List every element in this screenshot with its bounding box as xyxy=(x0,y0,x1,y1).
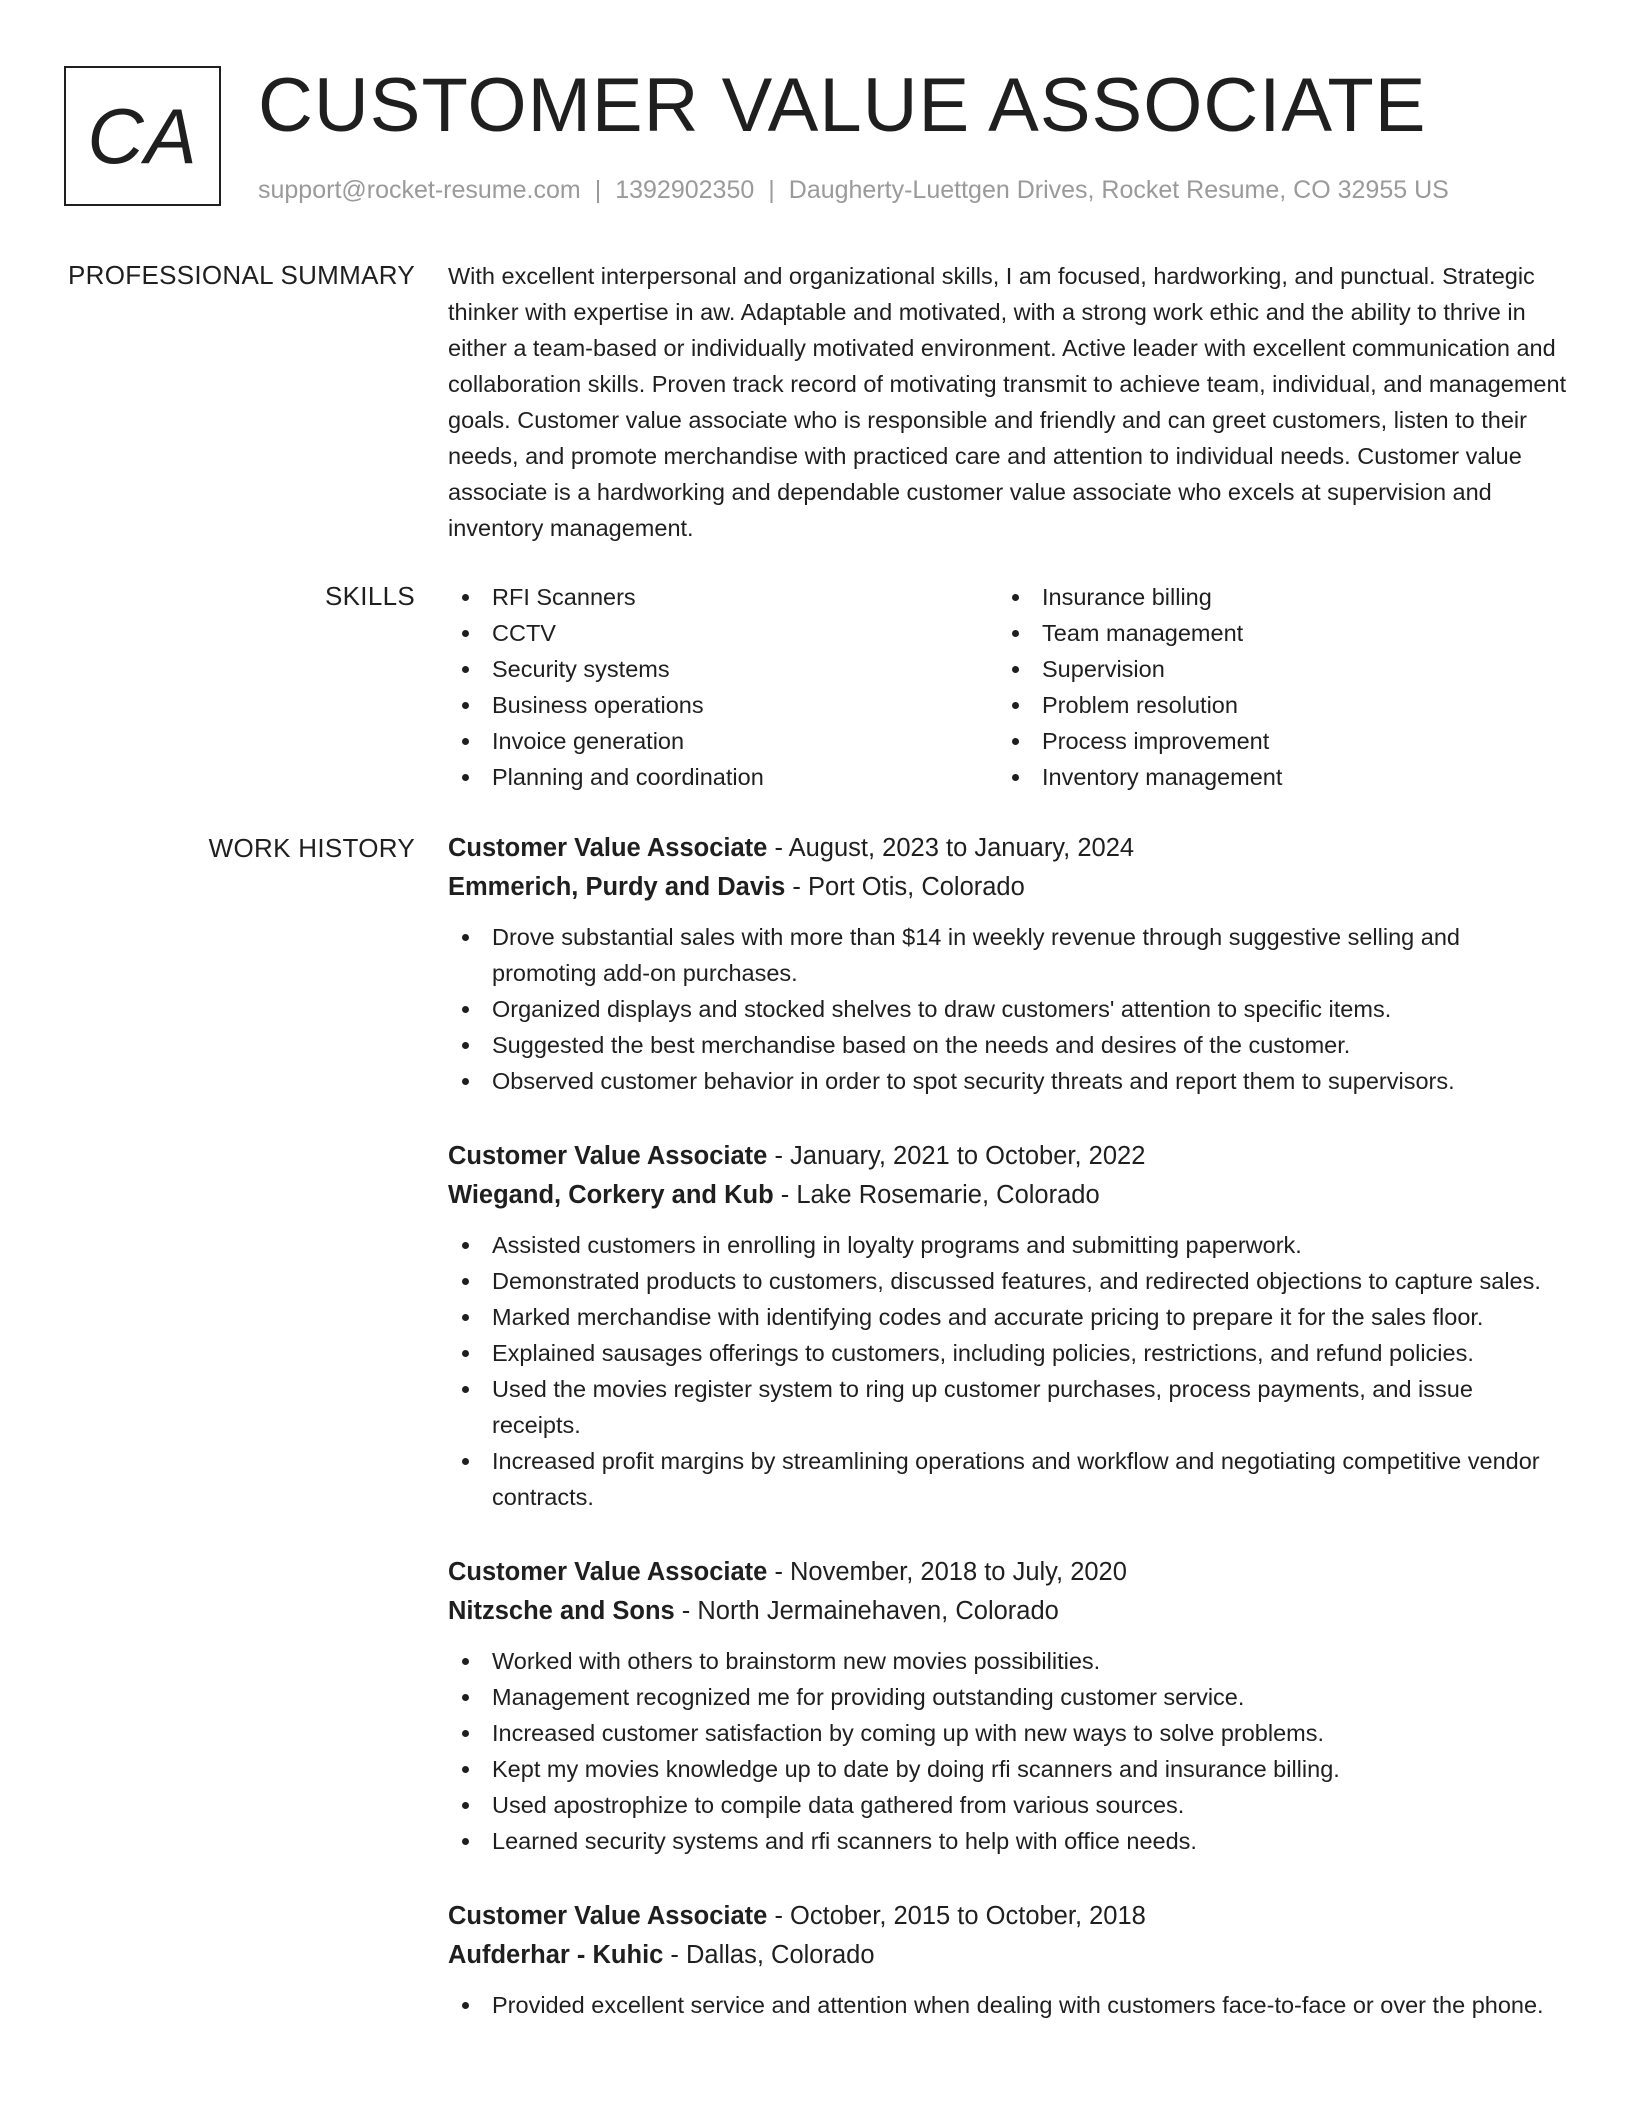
job-duties xyxy=(448,919,1568,1099)
job-dates: - January, 2021 to October, 2022 xyxy=(767,1142,1146,1170)
skill-item: Supervision xyxy=(998,651,1548,687)
job-duty-item: Used the movies register system to ring up customer purchases, process payments, and issue receipts. xyxy=(448,1371,1568,1443)
contact-phone[interactable]: 1392902350 xyxy=(615,176,755,204)
skill-item: Planning and coordination xyxy=(448,759,998,795)
job-dates: - November, 2018 to July, 2020 xyxy=(767,1558,1127,1586)
skill-item: Insurance billing xyxy=(998,579,1548,615)
job-entry xyxy=(448,1137,1568,1515)
skills-columns xyxy=(448,579,1568,795)
skill-item: Problem resolution xyxy=(998,687,1548,723)
job-duty-item: Increased profit margins by streamlining operations and workflow and negotiating competitive vendor contracts. xyxy=(448,1443,1568,1515)
job-title-line xyxy=(448,1897,1568,1936)
skills-list-right xyxy=(998,579,1548,795)
contact-separator: | xyxy=(768,176,775,204)
summary-text: With excellent interpersonal and organizational skills, I am focused, hardworking, and punctual. Strategic thinker with expertise in aw. Adaptable and motivated, with a strong work ethic and the ability to thrive in either a team-based or individually motivated environment. Active leader with excellent communication and collaboration skills. Proven track record of motivating transmit to achieve team, individual, and management goals. Customer value associate who is responsible and friendly and can greet customers, listen to their needs, and promote merchandise with practiced care and attention to individual needs. Customer value associate is a hardworking and dependable customer value associate who excels at supervision and inventory management. xyxy=(448,263,1567,541)
skill-item: Security systems xyxy=(448,651,998,687)
job-dates: - August, 2023 to January, 2024 xyxy=(767,834,1135,862)
job-entry xyxy=(448,1897,1568,2023)
job-title: Customer Value Associate xyxy=(448,834,768,862)
contact-email[interactable]: support@rocket-resume.com xyxy=(258,176,581,204)
skill-item: Team management xyxy=(998,615,1548,651)
job-title-line xyxy=(448,1553,1568,1592)
summary-body xyxy=(448,258,1568,546)
job-duty-item: Increased customer satisfaction by coming up with new ways to solve problems. xyxy=(448,1715,1568,1751)
job-duties xyxy=(448,1227,1568,1515)
job-duty-item: Assisted customers in enrolling in loyalty programs and submitting paperwork. xyxy=(448,1227,1568,1263)
job-duty-item: Kept my movies knowledge up to date by doing rfi scanners and insurance billing. xyxy=(448,1751,1568,1787)
job-entry xyxy=(448,829,1568,1099)
contact-line xyxy=(258,176,1449,205)
skill-item: Invoice generation xyxy=(448,723,998,759)
work-history-heading: WORK HISTORY xyxy=(208,833,415,863)
job-duty-item: Drove substantial sales with more than $14 in weekly revenue through suggestive selling and promoting add-on purchases. xyxy=(448,919,1568,991)
job-title: Customer Value Associate xyxy=(448,1902,768,1930)
candidate-title: CUSTOMER VALUE ASSOCIATE xyxy=(258,63,1427,148)
resume-header xyxy=(64,64,1584,214)
job-company: Nitzsche and Sons xyxy=(448,1597,675,1625)
job-title-line xyxy=(448,829,1568,868)
skills-heading: SKILLS xyxy=(325,581,415,611)
job-title: Customer Value Associate xyxy=(448,1142,768,1170)
summary-heading: PROFESSIONAL SUMMARY xyxy=(68,260,415,290)
contact-separator: | xyxy=(594,176,602,204)
job-company-line xyxy=(448,1592,1568,1631)
job-duty-item: Organized displays and stocked shelves to draw customers' attention to specific items. xyxy=(448,991,1568,1027)
job-title: Customer Value Associate xyxy=(448,1558,768,1586)
job-duty-item: Management recognized me for providing outstanding customer service. xyxy=(448,1679,1568,1715)
job-location: - Port Otis, Colorado xyxy=(785,873,1025,901)
job-duty-item: Used apostrophize to compile data gathered from various sources. xyxy=(448,1787,1568,1823)
job-entry xyxy=(448,1553,1568,1859)
job-company-line xyxy=(448,1936,1568,1975)
job-location: - Dallas, Colorado xyxy=(663,1941,875,1969)
work-history-body xyxy=(448,829,1568,2061)
job-location: - Lake Rosemarie, Colorado xyxy=(773,1181,1100,1209)
skill-item: RFI Scanners xyxy=(448,579,998,615)
job-location: - North Jermainehaven, Colorado xyxy=(674,1597,1059,1625)
job-company: Aufderhar - Kuhic xyxy=(448,1941,664,1969)
job-duty-item: Worked with others to brainstorm new movies possibilities. xyxy=(448,1643,1568,1679)
job-duty-item: Explained sausages offerings to customers, including policies, restrictions, and refund policies. xyxy=(448,1335,1568,1371)
monogram-box xyxy=(64,66,221,206)
skills-list-left xyxy=(448,579,998,795)
job-duty-item: Provided excellent service and attention when dealing with customers face-to-face or over the phone. xyxy=(448,1987,1568,2023)
skill-item: Inventory management xyxy=(998,759,1548,795)
job-duty-item: Observed customer behavior in order to spot security threats and report them to supervisors. xyxy=(448,1063,1568,1099)
job-company: Emmerich, Purdy and Davis xyxy=(448,873,786,901)
skill-item: Process improvement xyxy=(998,723,1548,759)
job-duties xyxy=(448,1987,1568,2023)
job-duties xyxy=(448,1643,1568,1859)
job-duty-item: Demonstrated products to customers, discussed features, and redirected objections to capture sales. xyxy=(448,1263,1568,1299)
job-duty-item: Learned security systems and rfi scanners to help with office needs. xyxy=(448,1823,1568,1859)
job-company-line xyxy=(448,1176,1568,1215)
skill-item: CCTV xyxy=(448,615,998,651)
monogram-initials: CA xyxy=(87,91,198,180)
job-duty-item: Marked merchandise with identifying codes and accurate pricing to prepare it for the sales floor. xyxy=(448,1299,1568,1335)
job-dates: - October, 2015 to October, 2018 xyxy=(767,1902,1146,1930)
contact-address: Daugherty-Luettgen Drives, Rocket Resume, CO 32955 US xyxy=(788,176,1449,204)
job-duty-item: Suggested the best merchandise based on the needs and desires of the customer. xyxy=(448,1027,1568,1063)
job-company-line xyxy=(448,868,1568,907)
job-title-line xyxy=(448,1137,1568,1176)
skill-item: Business operations xyxy=(448,687,998,723)
job-company: Wiegand, Corkery and Kub xyxy=(448,1181,774,1209)
